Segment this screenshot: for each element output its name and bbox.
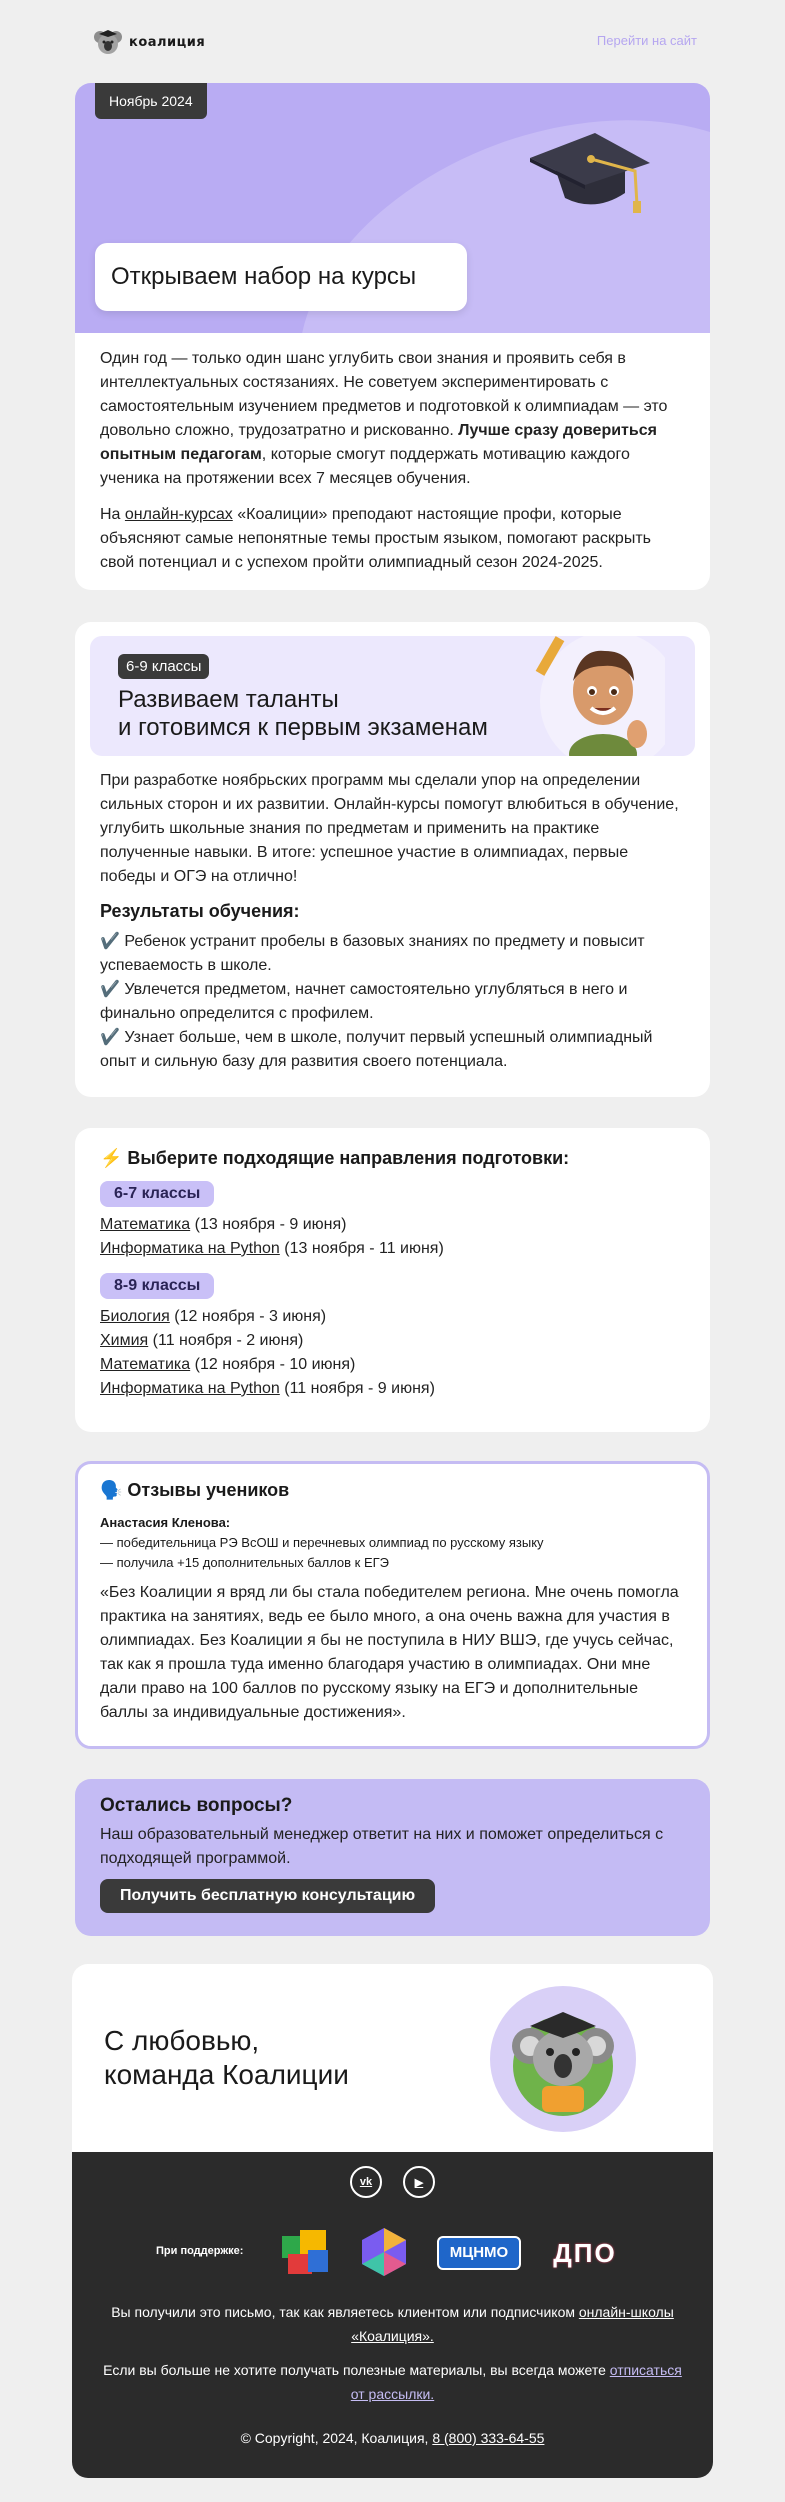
hero-banner [75, 83, 710, 333]
hero-title: Открываем набор на курсы [95, 243, 467, 311]
course-link-chemistry[interactable]: Химия [100, 1332, 149, 1349]
koala-mascot-icon [490, 1986, 636, 2132]
grade-tag: 6-9 классы [118, 654, 209, 679]
copyright: © Copyright, 2024, Коалиция, 8 (800) 333-64-55 [240, 2430, 545, 2446]
logo-text: коалиция [129, 34, 206, 50]
questions-title: Остались вопросы? [100, 1795, 293, 1816]
talents-banner [90, 636, 695, 756]
issue-date-badge: Ноябрь 2024 [95, 83, 207, 119]
grade-pill-6-7: 6-7 классы [100, 1181, 214, 1207]
review-meta: — победительница РЭ ВсОШ и перечневых олимпиад по русскому языку [100, 1535, 544, 1550]
partner-logo-cube-icon [278, 2226, 334, 2278]
course-link-math-6-7[interactable]: Математика [100, 1216, 191, 1233]
review-author: Анастасия Кленова: [100, 1515, 231, 1530]
unsubscribe-link[interactable]: отписаться от рассылки. [350, 2362, 682, 2402]
review-meta: — получила +15 дополнительных баллов к ЕГЭ [100, 1555, 390, 1570]
reviews-card [75, 1461, 710, 1749]
grade-pill-8-9: 8-9 классы [100, 1273, 214, 1299]
talents-body: При разработке ноябрьских программ мы сделали упор на определении сильных сторон и их развитии. Онлайн-курсы помогут влюбиться в обучение, углубить школьные знания по предметам и применить на практике полученные навыки. В итоге: успешное участие в олимпиадах, первые победы и ОГЭ на отлично! [100, 772, 679, 885]
result-item: ✔️ Увлечется предметом, начнет самостоятельно углубляться в него и финально определится с профилем. [100, 981, 628, 1022]
review-quote: «Без Коалиции я вряд ли бы стала победителем региона. Мне очень помогла практика на занятиях, ведь ее было много, а она очень важна для участия в олимпиадах. Без Коалиции я бы не поступила в НИУ ВШЭ, где учусь сейчас, так как я прошла туда именно благодаря участию в олимпиадах. Они мне дали право на 100 баллов по русскому языку на ЕГЭ и дополнительные баллы за индивидуальные достижения». [100, 1584, 679, 1721]
footer [72, 2152, 713, 2478]
support-label: При поддержке: [156, 2245, 244, 2257]
partner-logo-dpo: ДПО [553, 2238, 617, 2268]
phone-link[interactable]: 8 (800) 333-64-55 [432, 2430, 545, 2446]
vk-icon[interactable]: vk [350, 2166, 382, 2198]
koala-logo-icon [93, 27, 123, 57]
course-link-biology[interactable]: Биология [100, 1308, 170, 1325]
questions-card [75, 1779, 710, 1936]
partner-logo-hex-icon [356, 2226, 412, 2278]
course-link-python-6-7[interactable]: Информатика на Python [100, 1240, 280, 1257]
youtube-icon[interactable]: ▶ [403, 2166, 435, 2198]
signoff-text: С любовью, команда Коалиции [104, 2025, 349, 2090]
reviews-title: 🗣️ Отзывы учеников [100, 1480, 290, 1500]
results-title: Результаты обучения: [100, 901, 300, 921]
school-link[interactable]: онлайн-школы «Коалиция». [351, 2304, 674, 2344]
online-courses-link[interactable]: онлайн-курсах [124, 506, 233, 523]
talents-title: Развиваем таланты и готовимся к первым экзаменам [118, 686, 488, 741]
graduation-cap-icon [525, 123, 655, 213]
course-link-python-8-9[interactable]: Информатика на Python [100, 1380, 280, 1397]
result-item: ✔️ Ребенок устранит пробелы в базовых знаниях по предмету и повысит успеваемость в школе. [100, 933, 645, 974]
intro-paragraph: Один год — только один шанс углубить свои знания и проявить себя в интеллектуальных состязаниях. Не советуем экспериментировать с самостоятельным изучением предметов и подготовкой к олимпиадам — это довольно сложно, трудозатратно и рискованно. Лучше сразу довериться опытным педагогам, которые смогут поддержать мотивацию каждого ученика на протяжении всех 7 месяцев обучения. [100, 350, 668, 487]
talents-card [75, 622, 710, 1097]
courses-paragraph: На онлайн-курсах «Коалиции» преподают настоящие профи, которые объясняют самые непонятные темы простым языком, помогают раскрыть свой потенциал и с успехом пройти олимпиадный сезон 2024-2025. [100, 506, 651, 571]
logo[interactable] [93, 27, 205, 57]
partner-logo-mccme: МЦНМО [437, 2236, 521, 2270]
unsubscribe-notice: Если вы больше не хотите получать полезные материалы, вы всегда можете отписаться от рассылки. [103, 2362, 682, 2402]
intro-card [75, 333, 710, 590]
directions-title: ⚡ Выберите подходящие направления подготовки: [100, 1148, 570, 1168]
signoff-block [72, 1964, 713, 2152]
consultation-button[interactable]: Получить бесплатную консультацию [100, 1879, 435, 1913]
student-avatar-icon [535, 636, 665, 756]
course-link-math-8-9[interactable]: Математика [100, 1356, 191, 1373]
subscription-notice: Вы получили это письмо, так как являетесь клиентом или подписчиком онлайн-школы «Коалиция». [111, 2304, 674, 2344]
site-link[interactable]: Перейти на сайт [596, 33, 697, 48]
result-item: ✔️ Узнает больше, чем в школе, получит первый успешный олимпиадный опыт и сильную базу для развития своего потенциала. [100, 1029, 653, 1070]
questions-text: Наш образовательный менеджер ответит на них и поможет определиться с подходящей программой. [100, 1826, 664, 1867]
directions-card: ⚡ Выберите подходящие направления подготовки: 6-7 классы Математика (13 ноября - 9 июня) Информатика на Python (13 ноября - 11 июня) 8-9 классы Биология (12 ноября - 3 июня) Химия (11 ноября - 2 июня) Математика (12 ноября - 10 июня) Информатика на Python (11 ноября - 9 июня) [75, 1128, 710, 1432]
